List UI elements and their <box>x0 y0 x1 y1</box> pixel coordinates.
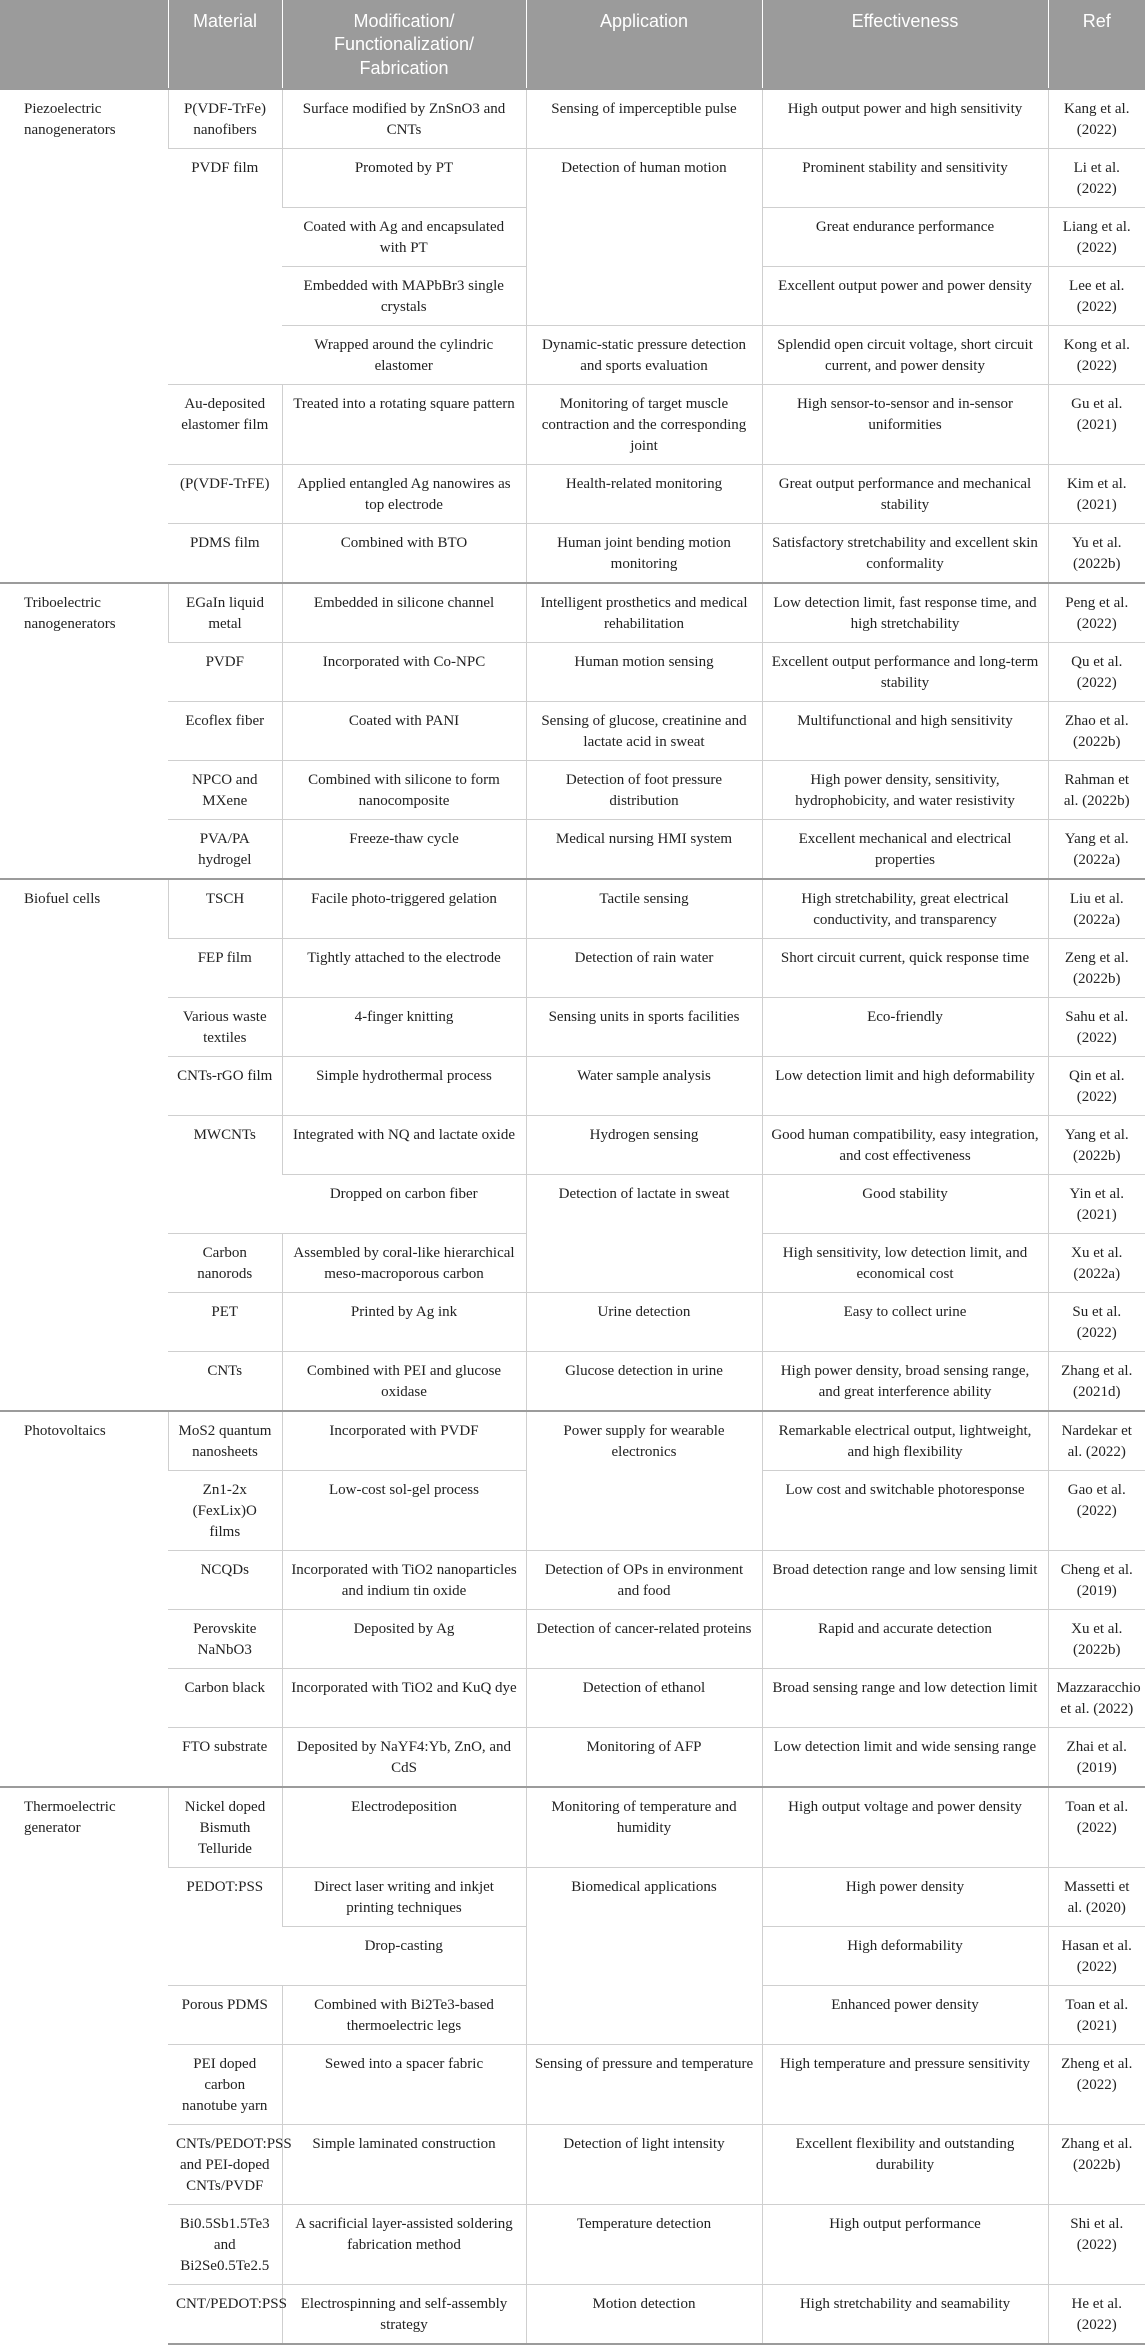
effectiveness-cell: Broad detection range and low sensing limit <box>762 1551 1048 1610</box>
modification-cell: Electrospinning and self-assembly strategy <box>282 2285 526 2345</box>
application-cell: Detection of light intensity <box>526 2125 762 2205</box>
material-cell: Porous PDMS <box>168 1986 282 2045</box>
modification-cell: Facile photo-triggered gelation <box>282 879 526 939</box>
material-cell: CNTs/PEDOT:PSS and PEI-doped CNTs/PVDF <box>168 2125 282 2205</box>
application-cell: Intelligent prosthetics and medical rehabilitation <box>526 583 762 643</box>
ref-cell: Cheng et al. (2019) <box>1048 1551 1145 1610</box>
application-cell: Monitoring of target muscle contraction and the corresponding joint <box>526 385 762 465</box>
ref-cell: Zhang et al. (2022b) <box>1048 2125 1145 2205</box>
effectiveness-cell: Prominent stability and sensitivity <box>762 149 1048 208</box>
material-cell: MWCNTs <box>168 1116 282 1234</box>
table-row <box>0 385 1145 465</box>
application-cell: Detection of cancer-related proteins <box>526 1610 762 1669</box>
modification-cell: Deposited by NaYF4:Yb, ZnO, and CdS <box>282 1728 526 1788</box>
modification-cell: Dropped on carbon fiber <box>282 1175 526 1234</box>
modification-cell: Surface modified by ZnSnO3 and CNTs <box>282 89 526 149</box>
modification-cell: Freeze-thaw cycle <box>282 820 526 880</box>
modification-cell: Incorporated with TiO2 and KuQ dye <box>282 1669 526 1728</box>
material-cell: NPCO and MXene <box>168 761 282 820</box>
modification-cell: Embedded in silicone channel <box>282 583 526 643</box>
material-cell: NCQDs <box>168 1551 282 1610</box>
table-row <box>0 1728 1145 1788</box>
ref-cell: Zhai et al. (2019) <box>1048 1728 1145 1788</box>
application-cell: Urine detection <box>526 1293 762 1352</box>
application-cell: Human joint bending motion monitoring <box>526 524 762 584</box>
ref-cell: Hasan et al. (2022) <box>1048 1927 1145 1986</box>
modification-cell: Incorporated with PVDF <box>282 1411 526 1471</box>
material-cell: CNT/PEDOT:PSS <box>168 2285 282 2345</box>
ref-cell: Qin et al. (2022) <box>1048 1057 1145 1116</box>
material-cell: PDMS film <box>168 524 282 584</box>
ref-cell: Zhang et al. (2021d) <box>1048 1352 1145 1412</box>
application-cell: Water sample analysis <box>526 1057 762 1116</box>
application-cell: Sensing units in sports facilities <box>526 998 762 1057</box>
ref-cell: Yin et al. (2021) <box>1048 1175 1145 1234</box>
application-cell: Medical nursing HMI system <box>526 820 762 880</box>
ref-cell: Zhao et al. (2022b) <box>1048 702 1145 761</box>
material-cell: PEDOT:PSS <box>168 1868 282 1986</box>
modification-cell: Promoted by PT <box>282 149 526 208</box>
material-cell: FEP film <box>168 939 282 998</box>
material-cell: Au-deposited elastomer film <box>168 385 282 465</box>
application-cell: Hydrogen sensing <box>526 1116 762 1175</box>
material-cell: PEI doped carbon nanotube yarn <box>168 2045 282 2125</box>
modification-cell: Printed by Ag ink <box>282 1293 526 1352</box>
modification-cell: Deposited by Ag <box>282 1610 526 1669</box>
effectiveness-cell: Easy to collect urine <box>762 1293 1048 1352</box>
table-row <box>0 1669 1145 1728</box>
effectiveness-cell: Eco-friendly <box>762 998 1048 1057</box>
ref-cell: Zheng et al. (2022) <box>1048 2045 1145 2125</box>
material-cell: Carbon nanorods <box>168 1234 282 1293</box>
modification-cell: Low-cost sol-gel process <box>282 1471 526 1551</box>
material-cell: FTO substrate <box>168 1728 282 1788</box>
material-cell: Various waste textiles <box>168 998 282 1057</box>
table-row <box>0 761 1145 820</box>
application-cell: Glucose detection in urine <box>526 1352 762 1412</box>
modification-cell: Simple hydrothermal process <box>282 1057 526 1116</box>
material-cell: PET <box>168 1293 282 1352</box>
effectiveness-cell: Good stability <box>762 1175 1048 1234</box>
ref-cell: Liu et al. (2022a) <box>1048 879 1145 939</box>
material-cell: EGaIn liquid metal <box>168 583 282 643</box>
material-cell: PVDF <box>168 643 282 702</box>
effectiveness-cell: High output power and high sensitivity <box>762 89 1048 149</box>
modification-cell: Incorporated with Co-NPC <box>282 643 526 702</box>
effectiveness-cell: High deformability <box>762 1927 1048 1986</box>
application-cell: Sensing of imperceptible pulse <box>526 89 762 149</box>
modification-cell: Combined with BTO <box>282 524 526 584</box>
effectiveness-cell: High stretchability, great electrical conductivity, and transparency <box>762 879 1048 939</box>
application-cell: Human motion sensing <box>526 643 762 702</box>
modification-cell: Combined with PEI and glucose oxidase <box>282 1352 526 1412</box>
table-row <box>0 998 1145 1057</box>
ref-cell: Gao et al. (2022) <box>1048 1471 1145 1551</box>
modification-cell: Coated with Ag and encapsulated with PT <box>282 208 526 267</box>
application-cell: Monitoring of AFP <box>526 1728 762 1788</box>
effectiveness-cell: Excellent mechanical and electrical properties <box>762 820 1048 880</box>
table-row <box>0 1787 1145 1868</box>
header-application: Application <box>526 0 762 89</box>
modification-cell: Drop-casting <box>282 1927 526 1986</box>
modification-cell: Applied entangled Ag nanowires as top electrode <box>282 465 526 524</box>
table-row <box>0 820 1145 880</box>
ref-cell: Shi et al. (2022) <box>1048 2205 1145 2285</box>
ref-cell: Toan et al. (2022) <box>1048 1787 1145 1868</box>
application-cell: Power supply for wearable electronics <box>526 1411 762 1551</box>
header-modification: Modification/ Functionalization/ Fabrication <box>282 0 526 89</box>
application-cell: Health-related monitoring <box>526 465 762 524</box>
table-row <box>0 1116 1145 1175</box>
ref-cell: Yang et al. (2022b) <box>1048 1116 1145 1175</box>
ref-cell: Rahman et al. (2022b) <box>1048 761 1145 820</box>
modification-cell: A sacrificial layer-assisted soldering fabrication method <box>282 2205 526 2285</box>
category-cell: Biofuel cells <box>0 879 168 1411</box>
table-row <box>0 2045 1145 2125</box>
application-cell: Detection of foot pressure distribution <box>526 761 762 820</box>
effectiveness-cell: Excellent output power and power density <box>762 267 1048 326</box>
effectiveness-cell: Rapid and accurate detection <box>762 1610 1048 1669</box>
ref-cell: Su et al. (2022) <box>1048 1293 1145 1352</box>
material-cell: Nickel doped Bismuth Telluride <box>168 1787 282 1868</box>
ref-cell: Toan et al. (2021) <box>1048 1986 1145 2045</box>
effectiveness-cell: High sensitivity, low detection limit, and economical cost <box>762 1234 1048 1293</box>
ref-cell: Kang et al. (2022) <box>1048 89 1145 149</box>
modification-cell: Incorporated with TiO2 nanoparticles and indium tin oxide <box>282 1551 526 1610</box>
application-cell: Sensing of glucose, creatinine and lactate acid in sweat <box>526 702 762 761</box>
material-cell: CNTs-rGO film <box>168 1057 282 1116</box>
effectiveness-cell: Broad sensing range and low detection limit <box>762 1669 1048 1728</box>
modification-cell: Assembled by coral-like hierarchical meso-macroporous carbon <box>282 1234 526 1293</box>
effectiveness-cell: Low detection limit and wide sensing range <box>762 1728 1048 1788</box>
table-row <box>0 2205 1145 2285</box>
modification-cell: Simple laminated construction <box>282 2125 526 2205</box>
ref-cell: Kim et al. (2021) <box>1048 465 1145 524</box>
ref-cell: Zeng et al. (2022b) <box>1048 939 1145 998</box>
modification-cell: Coated with PANI <box>282 702 526 761</box>
material-cell: TSCH <box>168 879 282 939</box>
modification-cell: Direct laser writing and inkjet printing techniques <box>282 1868 526 1927</box>
category-cell: Triboelectric nanogenerators <box>0 583 168 879</box>
application-cell: Detection of human motion <box>526 149 762 326</box>
material-cell: PVA/PA hydrogel <box>168 820 282 880</box>
material-cell: MoS2 quantum nanosheets <box>168 1411 282 1471</box>
material-cell: Perovskite NaNbO3 <box>168 1610 282 1669</box>
modification-cell: Tightly attached to the electrode <box>282 939 526 998</box>
effectiveness-cell: Splendid open circuit voltage, short circuit current, and power density <box>762 326 1048 385</box>
ref-cell: Nardekar et al. (2022) <box>1048 1411 1145 1471</box>
header-row <box>0 0 1145 89</box>
category-cell: Photovoltaics <box>0 1411 168 1787</box>
modification-cell: Combined with Bi2Te3-based thermoelectric legs <box>282 1986 526 2045</box>
effectiveness-cell: High output performance <box>762 2205 1048 2285</box>
effectiveness-cell: Satisfactory stretchability and excellent skin conformality <box>762 524 1048 584</box>
table-row <box>0 149 1145 208</box>
header-material: Material <box>168 0 282 89</box>
effectiveness-cell: High stretchability and seamability <box>762 2285 1048 2345</box>
ref-cell: Qu et al. (2022) <box>1048 643 1145 702</box>
application-cell: Detection of rain water <box>526 939 762 998</box>
application-cell: Monitoring of temperature and humidity <box>526 1787 762 1868</box>
material-cell: Ecoflex fiber <box>168 702 282 761</box>
effectiveness-cell: Short circuit current, quick response time <box>762 939 1048 998</box>
material-cell: CNTs <box>168 1352 282 1412</box>
material-cell: PVDF film <box>168 149 282 385</box>
ref-cell: Massetti et al. (2020) <box>1048 1868 1145 1927</box>
modification-cell: Embedded with MAPbBr3 single crystals <box>282 267 526 326</box>
table-row <box>0 879 1145 939</box>
table-row <box>0 465 1145 524</box>
ref-cell: Kong et al. (2022) <box>1048 326 1145 385</box>
table-row <box>0 1610 1145 1669</box>
application-cell: Tactile sensing <box>526 879 762 939</box>
material-cell: Carbon black <box>168 1669 282 1728</box>
table-row <box>0 939 1145 998</box>
table-row <box>0 1352 1145 1412</box>
table-row <box>0 1293 1145 1352</box>
ref-cell: Peng et al. (2022) <box>1048 583 1145 643</box>
modification-cell: Integrated with NQ and lactate oxide <box>282 1116 526 1175</box>
ref-cell: Gu et al. (2021) <box>1048 385 1145 465</box>
ref-cell: Sahu et al. (2022) <box>1048 998 1145 1057</box>
effectiveness-cell: Excellent output performance and long-term stability <box>762 643 1048 702</box>
application-cell: Temperature detection <box>526 2205 762 2285</box>
modification-cell: Combined with silicone to form nanocomposite <box>282 761 526 820</box>
table-row <box>0 2285 1145 2345</box>
effectiveness-cell: High power density <box>762 1868 1048 1927</box>
table-row <box>0 89 1145 149</box>
effectiveness-cell: Low detection limit and high deformability <box>762 1057 1048 1116</box>
table-row <box>0 524 1145 584</box>
effectiveness-cell: Low cost and switchable photoresponse <box>762 1471 1048 1551</box>
table-row <box>0 2125 1145 2205</box>
modification-cell: Wrapped around the cylindric elastomer <box>282 326 526 385</box>
effectiveness-cell: Low detection limit, fast response time, and high stretchability <box>762 583 1048 643</box>
effectiveness-cell: High power density, sensitivity, hydrophobicity, and water resistivity <box>762 761 1048 820</box>
application-cell: Detection of lactate in sweat <box>526 1175 762 1293</box>
effectiveness-cell: High power density, broad sensing range, and great interference ability <box>762 1352 1048 1412</box>
ref-cell: Yang et al. (2022a) <box>1048 820 1145 880</box>
category-cell: Thermoelectric generator <box>0 1787 168 2344</box>
material-cell: P(VDF-TrFe) nanofibers <box>168 89 282 149</box>
application-cell: Detection of ethanol <box>526 1669 762 1728</box>
ref-cell: Mazzaracchio et al. (2022) <box>1048 1669 1145 1728</box>
table-row <box>0 1551 1145 1610</box>
effectiveness-cell: Great output performance and mechanical stability <box>762 465 1048 524</box>
table-row <box>0 702 1145 761</box>
effectiveness-cell: Great endurance performance <box>762 208 1048 267</box>
table-row <box>0 583 1145 643</box>
modification-cell: Sewed into a spacer fabric <box>282 2045 526 2125</box>
effectiveness-cell: Enhanced power density <box>762 1986 1048 2045</box>
effectiveness-cell: Good human compatibility, easy integration, and cost effectiveness <box>762 1116 1048 1175</box>
effectiveness-cell: Excellent flexibility and outstanding durability <box>762 2125 1048 2205</box>
application-cell: Dynamic-static pressure detection and sports evaluation <box>526 326 762 385</box>
table-row <box>0 1868 1145 1927</box>
header-category <box>0 0 168 89</box>
application-cell: Motion detection <box>526 2285 762 2345</box>
modification-cell: Treated into a rotating square pattern <box>282 385 526 465</box>
application-cell: Biomedical applications <box>526 1868 762 2045</box>
material-cell: Bi0.5Sb1.5Te3 and Bi2Se0.5Te2.5 <box>168 2205 282 2285</box>
ref-cell: Liang et al. (2022) <box>1048 208 1145 267</box>
effectiveness-cell: Remarkable electrical output, lightweight, and high flexibility <box>762 1411 1048 1471</box>
modification-cell: 4-finger knitting <box>282 998 526 1057</box>
header-ref: Ref <box>1048 0 1145 89</box>
ref-cell: Lee et al. (2022) <box>1048 267 1145 326</box>
table-row <box>0 1411 1145 1471</box>
table-row <box>0 643 1145 702</box>
header-effectiveness: Effectiveness <box>762 0 1048 89</box>
ref-cell: Yu et al. (2022b) <box>1048 524 1145 584</box>
effectiveness-cell: High sensor-to-sensor and in-sensor uniformities <box>762 385 1048 465</box>
ref-cell: Xu et al. (2022b) <box>1048 1610 1145 1669</box>
ref-cell: Xu et al. (2022a) <box>1048 1234 1145 1293</box>
application-cell: Sensing of pressure and temperature <box>526 2045 762 2125</box>
table-row <box>0 1057 1145 1116</box>
modification-cell: Electrodeposition <box>282 1787 526 1868</box>
effectiveness-cell: High temperature and pressure sensitivity <box>762 2045 1048 2125</box>
material-cell: (P(VDF-TrFE) <box>168 465 282 524</box>
application-cell: Detection of OPs in environment and food <box>526 1551 762 1610</box>
category-cell: Piezoelectric nanogenerators <box>0 89 168 583</box>
material-cell: Zn1-2x (FexLix)O films <box>168 1471 282 1551</box>
ref-cell: He et al. (2022) <box>1048 2285 1145 2345</box>
effectiveness-cell: Multifunctional and high sensitivity <box>762 702 1048 761</box>
ref-cell: Li et al. (2022) <box>1048 149 1145 208</box>
effectiveness-cell: High output voltage and power density <box>762 1787 1048 1868</box>
